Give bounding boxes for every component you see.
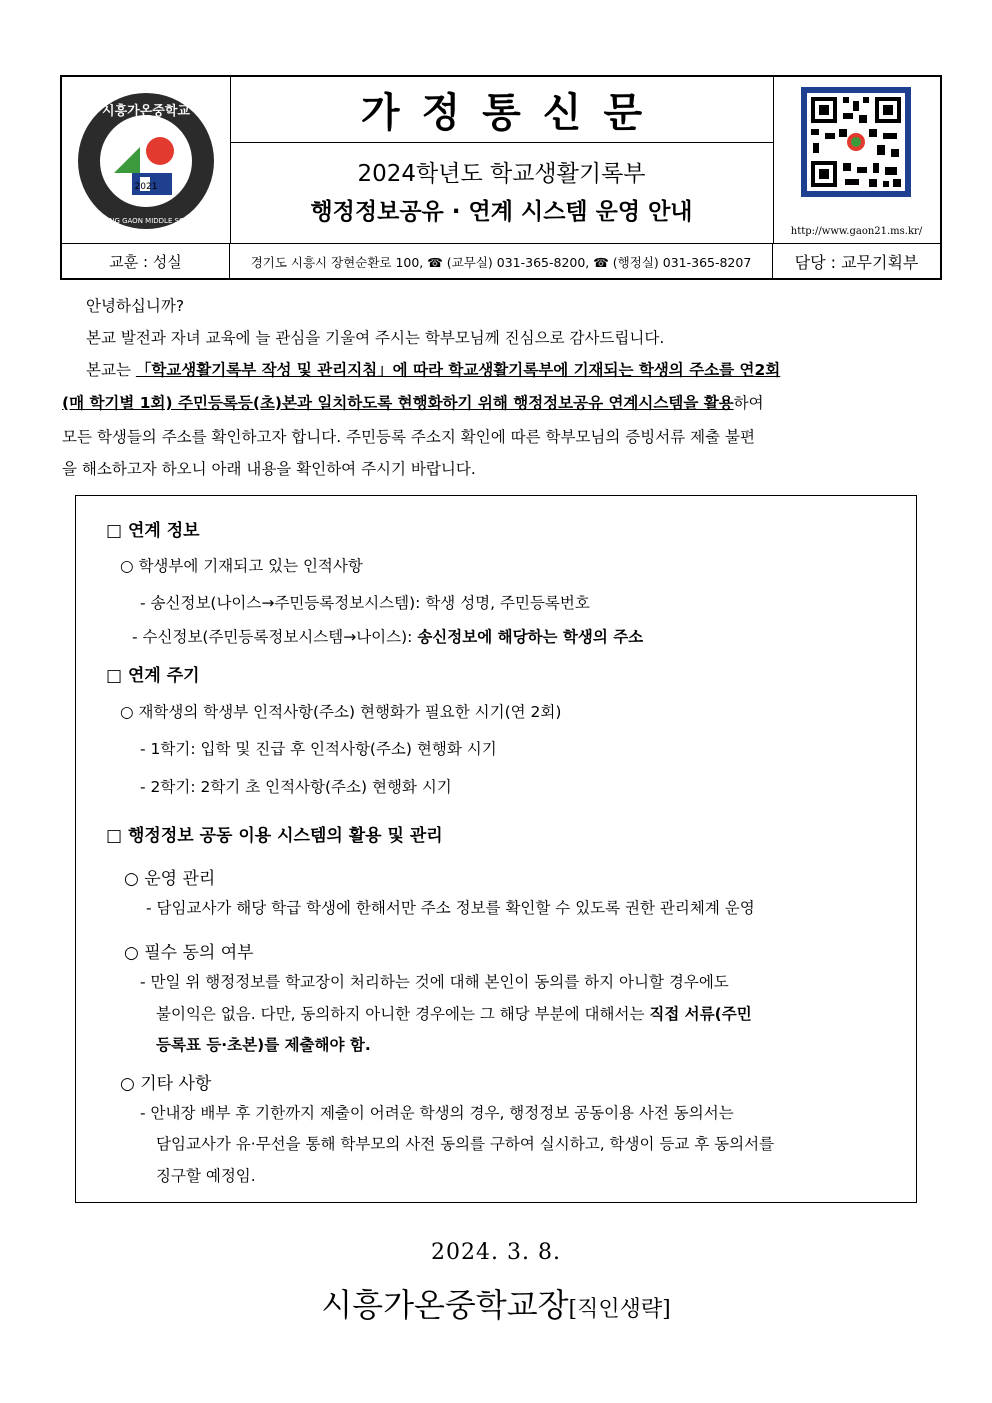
content-box: [75, 495, 917, 1203]
school-address: 경기도 시흥시 장현순환로 100, ☎ (교무실) 031-365-8200, ☎ (행정실) 031-365-8207: [230, 244, 773, 279]
intro-line6: 을 해소하고자 하오니 아래 내용을 확인하여 주시기 바랍니다.: [62, 460, 476, 478]
receive-info-pre: - 수신정보(주민등록정보시스템→나이스):: [132, 628, 418, 646]
intro-line4-underline: (매 학기별 1회) 주민등록등(초)본과 일치하도록 현행화하기 위해 행정정보공유 연계시스템을 활용: [62, 394, 734, 412]
consent-line2-bold: 직접 서류(주민: [649, 1005, 752, 1023]
subtitle-line2: 행정정보공유 · 연계 시스템 운영 안내: [310, 199, 693, 225]
other-line3: 징구할 예정임.: [156, 1167, 256, 1185]
seal-note: [직인생략]: [568, 1297, 671, 1322]
consent-required: ○ 필수 동의 여부: [124, 943, 254, 963]
operation-mgmt: ○ 운영 관리: [124, 869, 216, 889]
logo-text-bottom: SIHEUNG GAON MIDDLE SCHOOL: [87, 217, 205, 225]
other-line1: - 안내장 배부 후 기한까지 제출이 어려운 학생의 경우, 행정정보 공동이용 사전 동의서는: [140, 1104, 734, 1122]
header-table: [60, 75, 942, 280]
other-line2: 담임교사가 유·무선을 통해 학부모의 사전 동의를 구하여 실시하고, 학생이 등교 후 동의서를: [156, 1135, 775, 1153]
section-cycle-item: ○ 재학생의 학생부 인적사항(주소) 현행화가 필요한 시기(연 2회): [120, 703, 562, 721]
section-cycle-title: □ 연계 주기: [106, 666, 200, 686]
consent-line2-pre: 불이익은 없음. 다만, 동의하지 아니한 경우에는 그 해당 부분에 대해서는: [156, 1005, 650, 1023]
semester2: - 2학기: 2학기 초 인적사항(주소) 현행화 시기: [140, 778, 452, 796]
section-system-title: □ 행정정보 공동 이용 시스템의 활용 및 관리: [106, 826, 443, 846]
signer: 시흥가온중학교장: [321, 1286, 569, 1324]
intro-line3-underline: 「학교생활기록부 작성 및 관리지침」에 따라 학교생활기록부에 기재되는 학생의 주소를 연2회: [135, 361, 781, 379]
other-matters: ○ 기타 사항: [120, 1074, 212, 1094]
consent-line2: [156, 1002, 752, 1024]
info-row: [62, 243, 940, 279]
intro-line4: [62, 386, 942, 420]
consent-line1: - 만일 위 행정정보를 학교장이 처리하는 것에 대해 본인이 동의를 하지 아니할 경우에도: [140, 973, 729, 991]
receive-info-bold: 송신정보에 해당하는 학생의 주소: [417, 628, 644, 646]
school-logo: [62, 77, 230, 243]
intro-line4-post: 하여: [733, 394, 764, 412]
logo-year: 2021: [134, 182, 158, 192]
intro-line5: 모든 학생들의 주소를 확인하고자 합니다. 주민등록 주소지 확인에 따른 학부모님의 증빙서류 제출 불편: [62, 428, 755, 446]
in-charge: 담당 : 교무기획부: [794, 253, 919, 272]
school-motto: 교훈 : 성실: [62, 244, 230, 279]
section-link-info-item: ○ 학생부에 기재되고 있는 인적사항: [120, 557, 363, 575]
logo-cell: [62, 77, 231, 243]
consent-line3: 등록표 등·초본)를 제출해야 함.: [156, 1036, 371, 1054]
qr-cell: [773, 77, 940, 243]
page-subtitle: [230, 143, 773, 243]
qr-code-icon: [773, 83, 940, 223]
intro-line2: 본교 발전과 자녀 교육에 늘 관심을 기울여 주시는 학부모님께 진심으로 감사드립니다.: [86, 329, 665, 347]
section-link-info-title: □ 연계 정보: [106, 521, 200, 541]
issue-date: 2024. 3. 8.: [431, 1240, 561, 1265]
school-url[interactable]: http://www.gaon21.ms.kr/: [790, 226, 923, 237]
greeting: 안녕하십니까?: [86, 297, 185, 315]
intro-line3: [86, 353, 966, 387]
title-cell: [230, 77, 774, 243]
intro-line3-pre: 본교는: [86, 361, 136, 379]
subtitle-line1: 2024학년도 학교생활기록부: [357, 161, 646, 187]
logo-text-top: 시흥가온중학교: [102, 104, 190, 119]
page-title: 가정통신문: [230, 77, 773, 143]
operation-mgmt-detail: - 담임교사가 해당 학급 학생에 한해서만 주소 정보를 확인할 수 있도록 권한 관리체계 운영: [146, 899, 755, 917]
send-info: - 송신정보(나이스→주민등록정보시스템): 학생 성명, 주민등록번호: [140, 594, 590, 612]
semester1: - 1학기: 입학 및 진급 후 인적사항(주소) 현행화 시기: [140, 740, 497, 758]
receive-info: [132, 625, 643, 647]
signature: [0, 1280, 992, 1326]
